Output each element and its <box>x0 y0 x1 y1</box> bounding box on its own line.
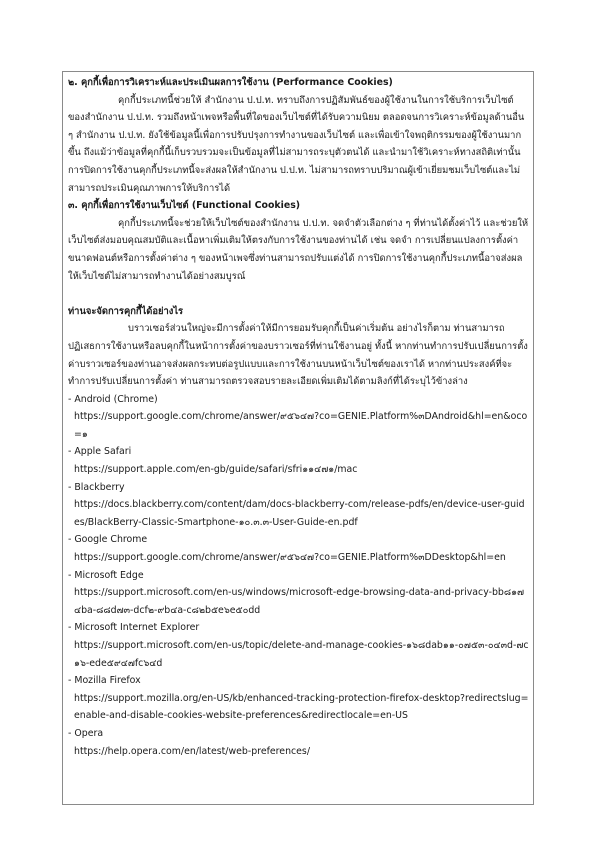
browser-link[interactable]: https://help.opera.com/en/latest/web-preferences/ <box>74 745 310 757</box>
manage-heading: ท่านจะจัดการคุกกี้ได้อย่างไร <box>68 305 184 317</box>
document-body <box>68 74 530 760</box>
browser-list <box>68 391 530 760</box>
browser-name: - Android (Chrome) <box>68 393 158 405</box>
browser-name: - Blackberry <box>68 481 125 493</box>
browser-name: - Microsoft Edge <box>68 569 144 581</box>
browser-name: - Opera <box>68 727 104 739</box>
browser-name: - Microsoft Internet Explorer <box>68 622 200 634</box>
browser-link[interactable]: https://support.microsoft.com/en-us/windows/microsoft-edge-browsing-data-and-privacy-bb๘๑๗๔ba-๘๘d๗๓-dcf๒-๙b๔a-c๘๒b๕e๖e๕๐dd <box>74 587 525 616</box>
section2-body: คุกกี้ประเภทนี้ช่วยให้ สำนักงาน ป.ป.ท. ทราบถึงการปฏิสัมพันธ์ของผู้ใช้งานในการใช้บริการเว็บไซต์ของสำนักงาน ป.ป.ท. รวมถึงหน้าเพจหรือพื้นที่ใดของเว็บไซต์ที่ได้รับความนิยม ตลอดจนการวิเคราะห์ข้อมูลด้านอื่น ๆ สำนักงาน ป.ป.ท. ยังใช้ข้อมูลนี้เพื่อการปรับปรุงการทำงานของเว็บไซต์ และเพื่อเข้าใจพฤติกรรมของผู้ใช้งานมากขึ้น ถึงแม้ว่าข้อมูลที่คุกกี้นี้เก็บรวบรวมจะเป็นข้อมูลที่ไม่สามารถระบุตัวตนได้ และนำมาใช้วิเคราะห์ทางสถิติเท่านั้น การปิดการใช้งานคุกกี้ประเภทนี้จะส่งผลให้สำนักงาน ป.ป.ท. ไม่สามารถทราบปริมาณผู้เข้าเยี่ยมชมเว็บไซต์และไม่สามารถประเมินคุณภาพการให้บริการได้ <box>68 94 525 194</box>
browser-link[interactable]: https://support.google.com/chrome/answer/๙๕๖๔๗?co=GENIE.Platform%๓DDesktop&hl=en <box>74 552 506 564</box>
section3-heading: ๓. คุกกี้เพื่อการใช้งานเว็บไซต์ (Functional Cookies) <box>68 200 301 212</box>
section2-heading: ๒. คุกกี้เพื่อการวิเคราะห์และประเมินผลการใช้งาน (Performance Cookies) <box>68 77 393 88</box>
browser-name: - Apple Safari <box>68 446 132 458</box>
browser-link[interactable]: https://support.apple.com/en-gb/guide/safari/sfri๑๑๔๗๑/mac <box>74 464 358 476</box>
browser-link[interactable]: https://docs.blackberry.com/content/dam/docs-blackberry-com/release-pdfs/en/device-user-guides/BlackBerry-Classic-Smartphone-๑๐.๓.๓-User-Guide-en.pdf <box>74 499 525 528</box>
manage-body: บราวเซอร์ส่วนใหญ่จะมีการตั้งค่าให้มีการยอมรับคุกกี้เป็นค่าเริ่มต้น อย่างไรก็ตาม ท่านสามารถปฏิเสธการใช้งานหรือลบคุกกี้ในหน้าการตั้งค่าของบราวเซอร์ที่ท่านใช้งานอยู่ ทั้งนี้ หากท่านทำการปรับเปลี่ยนการตั้งค่าบราวเซอร์ของท่านอาจส่งผลกระทบต่อรูปแบบและการใช้งานบนหน้าเว็บไซต์ของเราได้ หากท่านประสงค์ที่จะทำการปรับเปลี่ยนการตั้งค่า ท่านสามารถตรวจสอบรายละเอียดเพิ่มเติมได้ตามลิงก์ที่ได้ระบุไว้ข้างล่าง <box>68 323 528 388</box>
browser-name: - Google Chrome <box>68 534 148 546</box>
section3-body: คุกกี้ประเภทนี้จะช่วยให้เว็บไซต์ของสำนักงาน ป.ป.ท. จดจำตัวเลือกต่าง ๆ ที่ท่านได้ตั้งค่าไว้ และช่วยให้เว็บไซต์ส่งมอบคุณสมบัติและเนื้อหาเพิ่มเติมให้ตรงกับการใช้งานของท่านได้ เช่น จดจำ การเปลี่ยนแปลงการตั้งค่าขนาดฟอนต์หรือการตั้งค่าต่าง ๆ ของหน้าเพจซึ่งท่านสามารถปรับแต่งได้ การปิดการใช้งานคุกกี้ประเภทนี้อาจส่งผลให้เว็บไซต์ไม่สามารถทำงานได้อย่างสมบูรณ์ <box>68 217 529 282</box>
browser-link[interactable]: https://support.microsoft.com/en-us/topic/delete-and-manage-cookies-๑๖๘dab๑๑-๐๗๕๓-๐๔๓d-๗c๑๖-ede๕๙๔๗fc๖๔d <box>74 640 529 669</box>
browser-name: - Mozilla Firefox <box>68 675 141 687</box>
spacer <box>68 285 530 303</box>
browser-link[interactable]: https://support.mozilla.org/en-US/kb/enhanced-tracking-protection-firefox-desktop?redirectslug=enable-and-disable-cookies-website-preferences&redirectlocale=en-US <box>74 692 529 722</box>
browser-link[interactable]: https://support.google.com/chrome/answer/๙๕๖๔๗?co=GENIE.Platform%๓DAndroid&hl=en&oco=๑ <box>74 411 528 440</box>
